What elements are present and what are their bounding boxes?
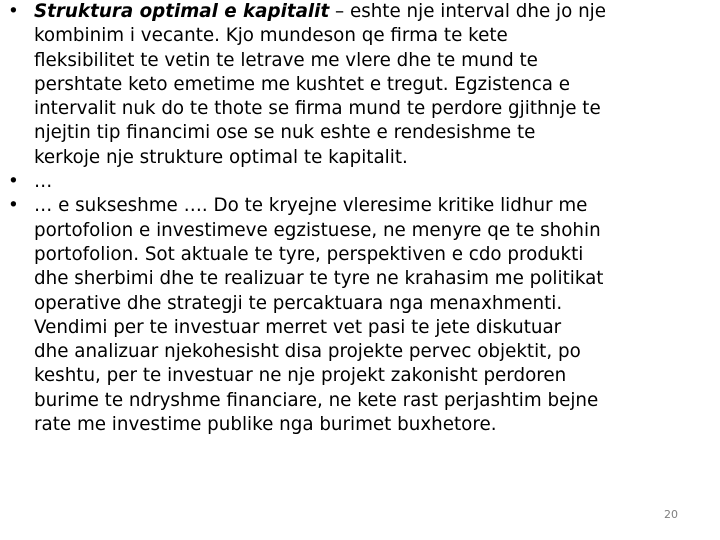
- bullet-dot: •: [8, 1, 19, 22]
- bullet-line: dhe sherbimi dhe te realizuar te tyre ne krahasim me politikat: [34, 268, 604, 290]
- bullet-line: pershtate keto emetime me kushtet e tregut. Egzistenca e: [34, 73, 571, 95]
- bullet-line: keshtu, per te investuar ne nje projekt zakonisht perdoren: [34, 365, 567, 387]
- bullet-line: intervalit nuk do te thote se firma mund te perdore gjithnje te: [34, 98, 601, 120]
- bullet-line: portofolion e investimeve egzistuese, ne menyre qe te shohin: [34, 219, 601, 241]
- page-number: 20: [664, 508, 678, 521]
- bullet-item-capital-structure: [8, 0, 714, 170]
- bullet-line: Vendimi per te investuar merret vet pasi te jete diskutuar: [34, 316, 562, 338]
- bullet-line: operative dhe strategji te percaktuara nga menaxhmenti.: [34, 292, 563, 314]
- bullet-list: [8, 0, 714, 437]
- bullet-item-ellipsis: [8, 170, 714, 194]
- bullet-line: kerkoje nje strukture optimal te kapitalit.: [34, 146, 408, 168]
- bullet-line: kombinim i vecante. Kjo mundeson qe firma te kete: [34, 25, 508, 47]
- bullet-line: portofolion. Sot aktuale te tyre, perspektiven e cdo produkti: [34, 243, 584, 265]
- bullet-item-investment: [8, 194, 714, 437]
- bullet-line: … e sukseshme …. Do te kryejne vleresime kritike lidhur me: [34, 195, 588, 217]
- bullet-line: [34, 0, 714, 24]
- bullet-dot: •: [8, 195, 19, 217]
- bullet-line: njejtin tip financimi ose se nuk eshte e rendesishme te: [34, 122, 536, 144]
- bullet-line: …: [34, 171, 53, 193]
- bullet-line: burime te ndryshme financiare, ne kete rast perjashtim bejne: [34, 389, 599, 411]
- bullet-line: fleksibilitet te vetin te letrave me vlere dhe te mund te: [34, 49, 538, 71]
- bullet-lead-term: Struktura optimal e kapitalit: [34, 1, 330, 22]
- bullet-line: rate me investime publike nga burimet buxhetore.: [34, 414, 497, 436]
- bullet-line: dhe analizuar njekohesisht disa projekte pervec objektit, po: [34, 341, 581, 363]
- bullet-line-text: – eshte nje interval dhe jo nje: [329, 1, 607, 22]
- bullet-dot: •: [8, 171, 19, 193]
